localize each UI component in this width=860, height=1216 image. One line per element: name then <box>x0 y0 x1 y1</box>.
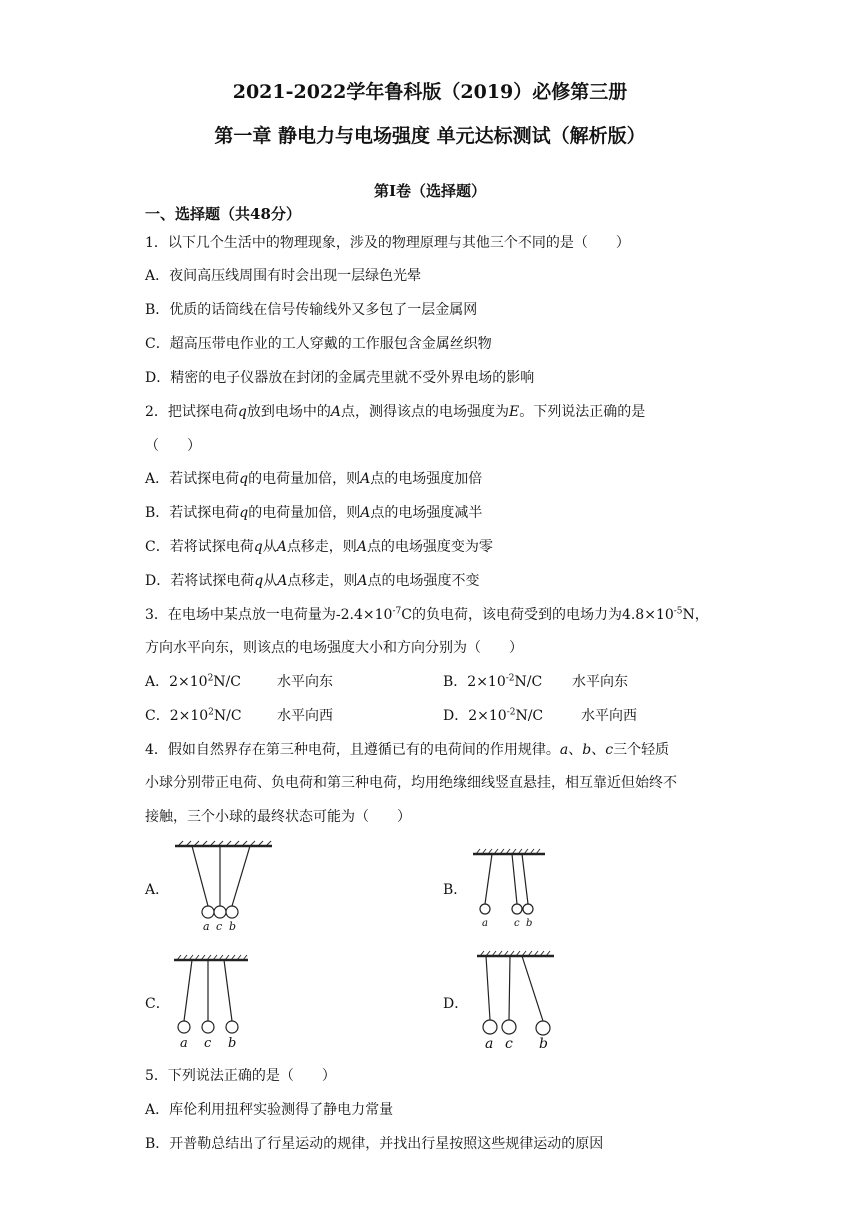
q4-figure-a-label-c: c <box>216 920 223 933</box>
q5-option-b: B．开普勒总结出了行星运动的规律，并找出行星按照这些规律运动的原因 <box>145 1136 604 1152</box>
q4-figure-c <box>166 952 256 1052</box>
q4-option-c-label: C． <box>145 996 170 1012</box>
title-line-1: 2021-2022学年鲁科版（2019）必修第三册 <box>232 81 628 103</box>
q2-option-c: C．若将试探电荷q从A点移走，则A点的电场强度变为零 <box>145 539 493 555</box>
q5-option-a: A．库伦利用扭秤实验测得了静电力常量 <box>145 1102 394 1118</box>
q1-option-a: A．夜间高压线周围有时会出现一层绿色光晕 <box>145 268 422 284</box>
q4-figure-d-label-c: c <box>505 1036 513 1052</box>
q3-option-a-direction: 水平向东 <box>277 674 333 690</box>
q2-stem: 2．把试探电荷q放到电场中的A点，测得该点的电场强度为E。下列说法正确的是 <box>145 404 646 420</box>
q2-option-a: A．若试探电荷q的电荷量加倍，则A点的电场强度加倍 <box>145 471 483 487</box>
q2-stem-paren: （ ） <box>145 438 201 454</box>
q4-option-a-label: A． <box>145 882 170 898</box>
volume-heading: 第Ⅰ卷（选择题） <box>373 182 487 200</box>
q4-figure-b-label-a: a <box>482 918 488 929</box>
q3-option-a: A．$2\times 10^2N/C$ <box>145 673 241 690</box>
q4-figure-d <box>472 948 572 1053</box>
q3-option-b: B．$2\times 10^{-2}N/C$ <box>443 673 543 690</box>
q4-figure-b-label-b: b <box>526 918 533 929</box>
q4-figure-b-label-c: c <box>514 918 520 929</box>
q4-figure-d-label-b: b <box>539 1036 548 1052</box>
q3-option-b-direction: 水平向东 <box>572 674 628 690</box>
q4-stem: 4．假如自然界存在第三种电荷，且遵循已有的电荷间的作用规律。a、b、c三个轻质 <box>145 742 670 758</box>
q4-stem-line2: 小球分别带正电荷、负电荷和第三种电荷，均用绝缘细线竖直悬挂，相互靠近但始终不 <box>145 775 677 791</box>
q4-figure-c-label-a: a <box>180 1036 188 1051</box>
section-heading: 一、选择题（共48分） <box>145 205 301 223</box>
q4-stem-line3: 接触，三个小球的最终状态可能为（ ） <box>145 809 411 825</box>
q4-figure-c-label-b: b <box>228 1036 237 1051</box>
q4-figure-a-label-a: a <box>203 920 210 933</box>
q4-figure-a-label-b: b <box>229 920 237 933</box>
q3-option-c: C．$2\times 10^2N/C$ <box>145 707 242 724</box>
q3-option-d-direction: 水平向西 <box>581 708 637 724</box>
q1-stem: 1．以下几个生活中的物理现象，涉及的物理原理与其他三个不同的是（ ） <box>145 235 630 251</box>
q5-stem: 5．下列说法正确的是（ ） <box>145 1068 336 1084</box>
q3-stem: 3．在电场中某点放一电荷量为$-2.4\times 10^{-7}C$的负电荷，该电荷受到的电场力为$4.8\times 10^{-5}N$， <box>145 606 709 623</box>
q4-figure-c-label-c: c <box>204 1036 212 1051</box>
q2-option-d: D．若将试探电荷q从A点移走，则A点的电场强度不变 <box>145 573 480 589</box>
q2-option-b: B．若试探电荷q的电荷量加倍，则A点的电场强度减半 <box>145 505 483 521</box>
q4-figure-a <box>170 840 280 935</box>
title-line-2: 第一章 静电力与电场强度 单元达标测试（解析版） <box>214 125 646 147</box>
q4-option-d-label: D． <box>443 996 469 1012</box>
q3-stem-line2: 方向水平向东，则该点的电场强度大小和方向分别为（ ） <box>145 640 523 656</box>
q4-option-b-label: B． <box>443 882 468 898</box>
q1-option-d: D．精密的电子仪器放在封闭的金属壳里就不受外界电场的影响 <box>145 370 535 386</box>
q1-option-b: B．优质的话筒线在信号传输线外又多包了一层金属网 <box>145 302 478 318</box>
q3-option-d: D．$2\times 10^{-2}N/C$ <box>443 707 544 724</box>
q4-figure-d-label-a: a <box>485 1036 494 1052</box>
q4-figure-b <box>470 848 560 933</box>
q3-option-c-direction: 水平向西 <box>277 708 333 724</box>
q1-option-c: C．超高压带电作业的工人穿戴的工作服包含金属丝织物 <box>145 336 492 352</box>
